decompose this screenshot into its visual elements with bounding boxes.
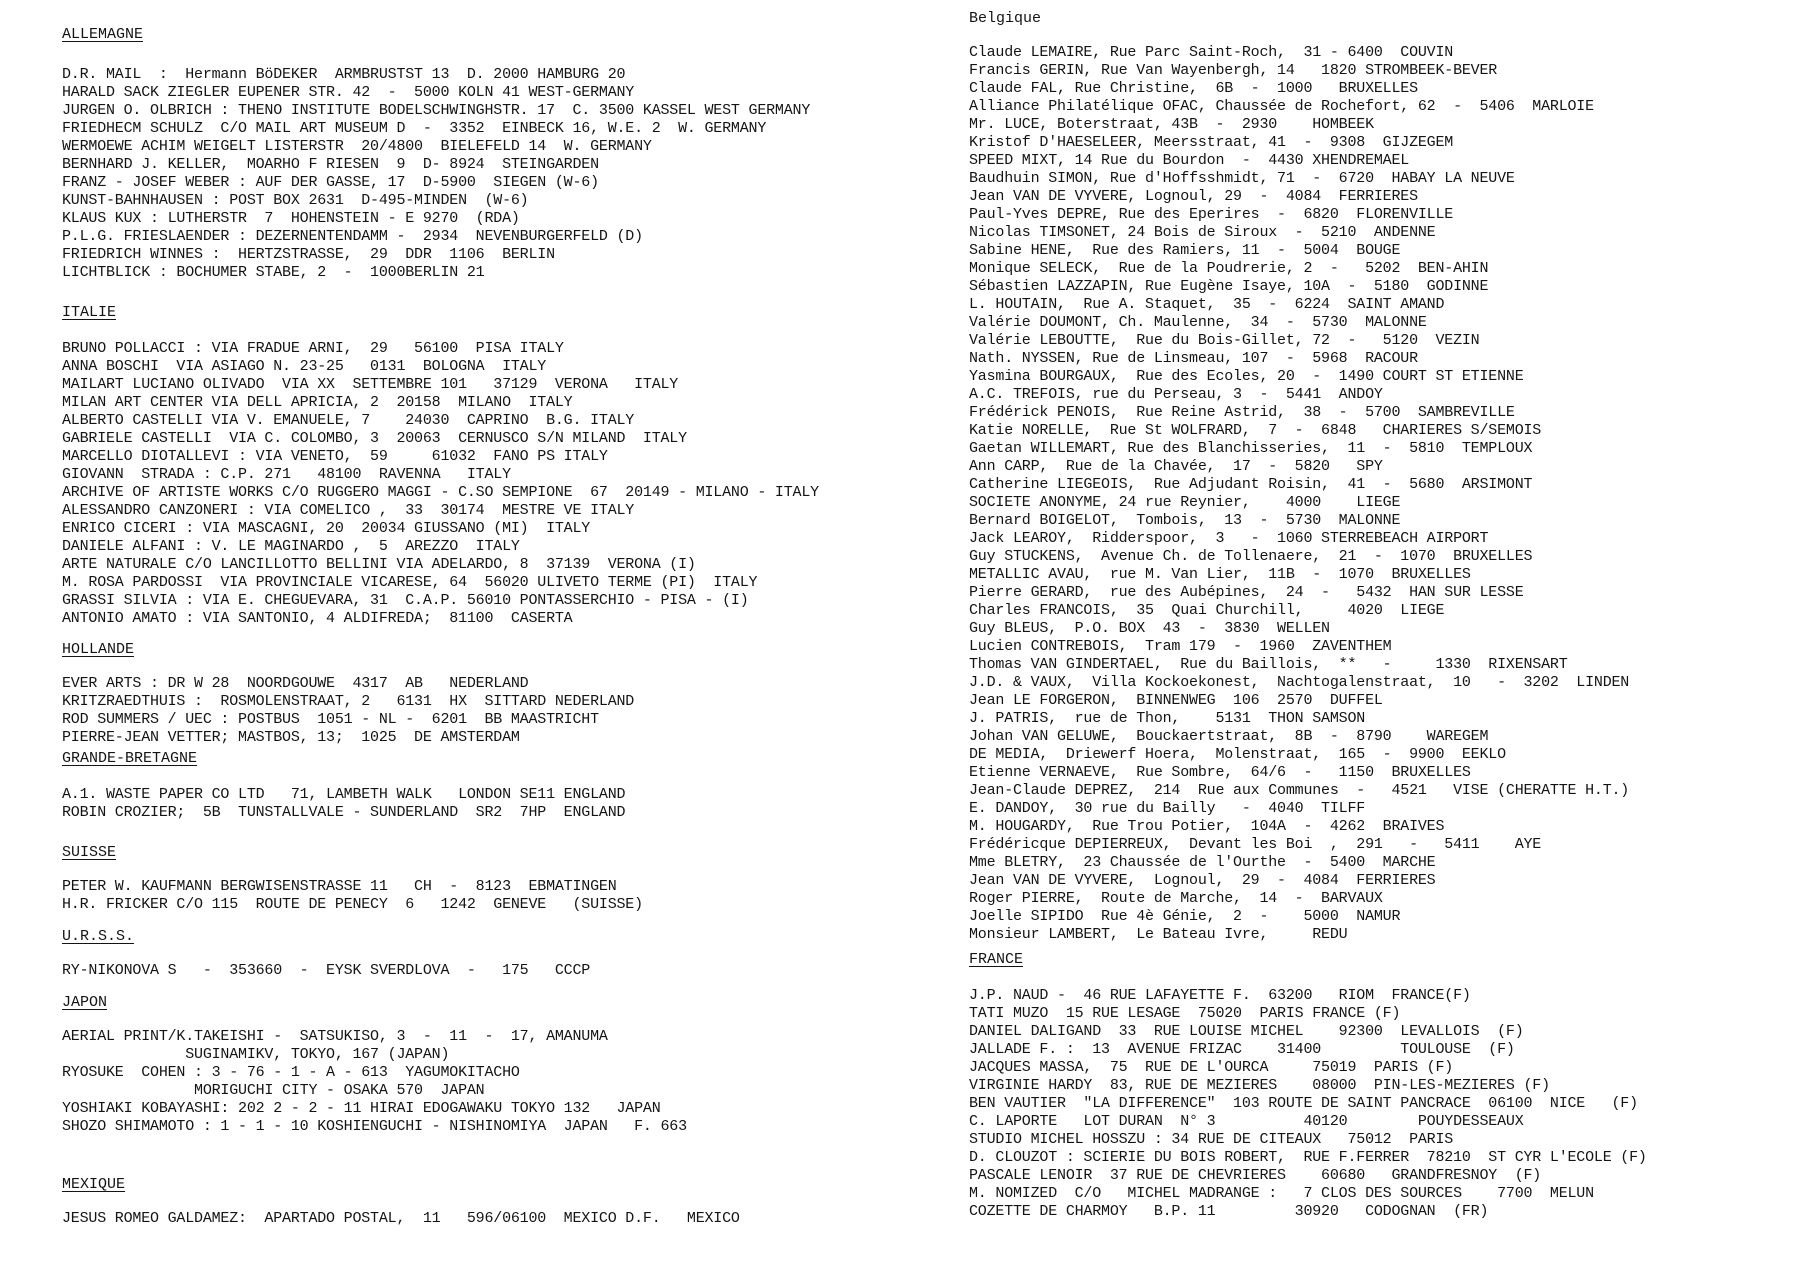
address-line: Johan VAN GELUWE, Bouckaertstraat, 8B - 8790 WAREGEM [969, 728, 1489, 745]
address-line: JURGEN O. OLBRICH : THENO INSTITUTE BODELSCHWINGHSTR. 17 C. 3500 KASSEL WEST GERMANY [62, 102, 811, 119]
address-line: Nicolas TIMSONET, 24 Bois de Siroux - 5210 ANDENNE [969, 224, 1436, 241]
address-line: M. HOUGARDY, Rue Trou Potier, 104A - 4262 BRAIVES [969, 818, 1445, 835]
address-line: Yasmina BOURGAUX, Rue des Ecoles, 20 - 1490 COURT ST ETIENNE [969, 368, 1524, 385]
address-line: PASCALE LENOIR 37 RUE DE CHEVRIERES 60680 GRANDFRESNOY (F) [969, 1167, 1542, 1184]
list-italie [62, 340, 922, 628]
address-line: Nath. NYSSEN, Rue de Linsmeau, 107 - 5968 RACOUR [969, 350, 1418, 367]
address-line: Joelle SIPIDO Rue 4è Génie, 2 - 5000 NAMUR [969, 908, 1401, 925]
address-line: Katie NORELLE, Rue St WOLFRARD, 7 - 6848 CHARIERES S/SEMOIS [969, 422, 1542, 439]
list-mexique [62, 1210, 922, 1228]
address-line: Gaetan WILLEMART, Rue des Blanchisseries, 11 - 5810 TEMPLOUX [969, 440, 1533, 457]
address-line: M. NOMIZED C/O MICHEL MADRANGE : 7 CLOS DES SOURCES 7700 MELUN [969, 1185, 1594, 1202]
section-france [969, 951, 1789, 1221]
heading-japon: JAPON [62, 994, 108, 1011]
list-grande-bretagne [62, 786, 922, 822]
address-line: Monique SELECK, Rue de la Poudrerie, 2 - 5202 BEN-AHIN [969, 260, 1489, 277]
address-line: Roger PIERRE, Route de Marche, 14 - BARVAUX [969, 890, 1383, 907]
address-line: DE MEDIA, Driewerf Hoera, Molenstraat, 165 - 9900 EEKLO [969, 746, 1506, 763]
section-belgique [969, 10, 1789, 944]
address-line: KRITZRAEDTHUIS : ROSMOLENSTRAAT, 2 6131 HX SITTARD NEDERLAND [62, 693, 635, 710]
address-line: BERNHARD J. KELLER, MOARHO F RIESEN 9 D- 8924 STEINGARDEN [62, 156, 599, 173]
address-line: SHOZO SHIMAMOTO : 1 - 1 - 10 KOSHIENGUCHI - NISHINOMIYA JAPAN F. 663 [62, 1118, 687, 1135]
address-line: JESUS ROMEO GALDAMEZ: APARTADO POSTAL, 11 596/06100 MEXICO D.F. MEXICO [62, 1210, 740, 1227]
address-line: C. LAPORTE LOT DURAN N° 3 40120 POUYDESSEAUX [969, 1113, 1524, 1130]
heading-grande-bretagne: GRANDE-BRETAGNE [62, 750, 198, 767]
address-line: ARTE NATURALE C/O LANCILLOTTO BELLINI VIA ADELARDO, 8 37139 VERONA (I) [62, 556, 696, 573]
section-suisse [62, 844, 922, 914]
address-line: Jean LE FORGERON, BINNENWEG 106 2570 DUFFEL [969, 692, 1383, 709]
address-line: Sébastien LAZZAPIN, Rue Eugène Isaye, 10A - 5180 GODINNE [969, 278, 1489, 295]
address-line: J. PATRIS, rue de Thon, 5131 THON SAMSON [969, 710, 1366, 727]
section-mexique [62, 1176, 922, 1228]
address-line: Guy STUCKENS, Avenue Ch. de Tollenaere, 21 - 1070 BRUXELLES [969, 548, 1533, 565]
address-line: BRUNO POLLACCI : VIA FRADUE ARNI, 29 56100 PISA ITALY [62, 340, 564, 357]
address-line: DANIELE ALFANI : V. LE MAGINARDO , 5 AREZZO ITALY [62, 538, 520, 555]
heading-france: FRANCE [969, 951, 1024, 968]
address-line: Frédérick PENOIS, Rue Reine Astrid, 38 - 5700 SAMBREVILLE [969, 404, 1515, 421]
address-line: GIOVANN STRADA : C.P. 271 48100 RAVENNA ITALY [62, 466, 511, 483]
address-line: VIRGINIE HARDY 83, RUE DE MEZIERES 08000 PIN-LES-MEZIERES (F) [969, 1077, 1550, 1094]
address-line: Claude FAL, Rue Christine, 6B - 1000 BRUXELLES [969, 80, 1418, 97]
heading-suisse: SUISSE [62, 844, 117, 861]
address-line: MILAN ART CENTER VIA DELL APRICIA, 2 20158 MILANO ITALY [62, 394, 573, 411]
address-line: STUDIO MICHEL HOSSZU : 34 RUE DE CITEAUX 75012 PARIS [969, 1131, 1454, 1148]
list-hollande [62, 675, 922, 747]
address-line: Pierre GERARD, rue des Aubépines, 24 - 5432 HAN SUR LESSE [969, 584, 1524, 601]
address-line: AERIAL PRINT/K.TAKEISHI - SATSUKISO, 3 - 11 - 17, AMANUMA [62, 1028, 608, 1045]
section-urss [62, 928, 922, 980]
address-line: Francis GERIN, Rue Van Wayenbergh, 14 1820 STROMBEEK-BEVER [969, 62, 1498, 79]
address-line: EVER ARTS : DR W 28 NOORDGOUWE 4317 AB NEDERLAND [62, 675, 529, 692]
address-line: ARCHIVE OF ARTISTE WORKS C/O RUGGERO MAGGI - C.SO SEMPIONE 67 20149 - MILANO - ITALY [62, 484, 819, 501]
list-france [969, 987, 1789, 1221]
address-line: JALLADE F. : 13 AVENUE FRIZAC 31400 TOULOUSE (F) [969, 1041, 1515, 1058]
address-line: Jean VAN DE VYVERE, Lognoul, 29 - 4084 FERRIERES [969, 188, 1418, 205]
address-line: HARALD SACK ZIEGLER EUPENER STR. 42 - 5000 KOLN 41 WEST-GERMANY [62, 84, 635, 101]
address-line: FRANZ - JOSEF WEBER : AUF DER GASSE, 17 D-5900 SIEGEN (W-6) [62, 174, 599, 191]
list-urss [62, 962, 922, 980]
address-line: A.C. TREFOIS, rue du Perseau, 3 - 5441 ANDOY [969, 386, 1383, 403]
address-line: ENRICO CICERI : VIA MASCAGNI, 20 20034 GIUSSANO (MI) ITALY [62, 520, 591, 537]
address-line: Kristof D'HAESELEER, Meersstraat, 41 - 9308 GIJZEGEM [969, 134, 1454, 151]
address-line: MORIGUCHI CITY - OSAKA 570 JAPAN [62, 1082, 485, 1099]
heading-hollande: HOLLANDE [62, 641, 135, 658]
address-line: Jack LEAROY, Ridderspoor, 3 - 1060 STERREBEACH AIRPORT [969, 530, 1489, 547]
address-line: BEN VAUTIER "LA DIFFERENCE" 103 ROUTE DE SAINT PANCRACE 06100 NICE (F) [969, 1095, 1638, 1112]
address-line: METALLIC AVAU, rue M. Van Lier, 11B - 1070 BRUXELLES [969, 566, 1471, 583]
address-line: E. DANDOY, 30 rue du Bailly - 4040 TILFF [969, 800, 1366, 817]
address-line: J.P. NAUD - 46 RUE LAFAYETTE F. 63200 RIOM FRANCE(F) [969, 987, 1471, 1004]
address-line: Catherine LIEGEOIS, Rue Adjudant Roisin, 41 - 5680 ARSIMONT [969, 476, 1533, 493]
address-line: Valérie DOUMONT, Ch. Maulenne, 34 - 5730 MALONNE [969, 314, 1427, 331]
address-line: J.D. & VAUX, Villa Kockoekonest, Nachtogalenstraat, 10 - 3202 LINDEN [969, 674, 1630, 691]
address-line: Sabine HENE, Rue des Ramiers, 11 - 5004 BOUGE [969, 242, 1401, 259]
heading-allemagne: ALLEMAGNE [62, 26, 144, 43]
address-line: M. ROSA PARDOSSI VIA PROVINCIALE VICARESE, 64 56020 ULIVETO TERME (PI) ITALY [62, 574, 758, 591]
address-line: ANNA BOSCHI VIA ASIAGO N. 23-25 0131 BOLOGNA ITALY [62, 358, 547, 375]
address-line: GRASSI SILVIA : VIA E. CHEGUEVARA, 31 C.A.P. 56010 PONTASSERCHIO - PISA - (I) [62, 592, 749, 609]
section-italie [62, 304, 922, 628]
list-japon [62, 1028, 922, 1136]
list-suisse [62, 878, 922, 914]
address-line: D. CLOUZOT : SCIERIE DU BOIS ROBERT, RUE F.FERRER 78210 ST CYR L'ECOLE (F) [969, 1149, 1647, 1166]
address-line: ROBIN CROZIER; 5B TUNSTALLVALE - SUNDERLAND SR2 7HP ENGLAND [62, 804, 626, 821]
address-line: Jean-Claude DEPREZ, 214 Rue aux Communes - 4521 VISE (CHERATTE H.T.) [969, 782, 1630, 799]
address-line: Etienne VERNAEVE, Rue Sombre, 64/6 - 1150 BRUXELLES [969, 764, 1471, 781]
address-line: Ann CARP, Rue de la Chavée, 17 - 5820 SPY [969, 458, 1383, 475]
address-line: SOCIETE ANONYME, 24 rue Reynier, 4000 LIEGE [969, 494, 1401, 511]
address-line: Jean VAN DE VYVERE, Lognoul, 29 - 4084 FERRIERES [969, 872, 1436, 889]
heading-italie: ITALIE [62, 304, 117, 321]
address-line: RY-NIKONOVA S - 353660 - EYSK SVERDLOVA - 175 CCCP [62, 962, 591, 979]
address-line: JACQUES MASSA, 75 RUE DE L'OURCA 75019 PARIS (F) [969, 1059, 1454, 1076]
address-line: MAILART LUCIANO OLIVADO VIA XX SETTEMBRE 101 37129 VERONA ITALY [62, 376, 679, 393]
address-line: P.L.G. FRIESLAENDER : DEZERNENTENDAMM - 2934 NEVENBURGERFELD (D) [62, 228, 643, 245]
heading-belgique: Belgique [969, 10, 1042, 27]
section-japon [62, 994, 922, 1136]
address-line: FRIEDHECM SCHULZ C/O MAIL ART MUSEUM D - 3352 EINBECK 16, W.E. 2 W. GERMANY [62, 120, 767, 137]
address-line: DANIEL DALIGAND 33 RUE LOUISE MICHEL 92300 LEVALLOIS (F) [969, 1023, 1524, 1040]
address-line: Charles FRANCOIS, 35 Quai Churchill, 4020 LIEGE [969, 602, 1445, 619]
address-line: KUNST-BAHNHAUSEN : POST BOX 2631 D-495-MINDEN (W-6) [62, 192, 529, 209]
address-line: H.R. FRICKER C/O 115 ROUTE DE PENECY 6 1242 GENEVE (SUISSE) [62, 896, 643, 913]
address-line: A.1. WASTE PAPER CO LTD 71, LAMBETH WALK LONDON SE11 ENGLAND [62, 786, 626, 803]
address-line: SPEED MIXT, 14 Rue du Bourdon - 4430 XHENDREMAEL [969, 152, 1410, 169]
address-line: LICHTBLICK : BOCHUMER STABE, 2 - 1000BERLIN 21 [62, 264, 485, 281]
section-hollande [62, 641, 922, 747]
address-line: Monsieur LAMBERT, Le Bateau Ivre, REDU [969, 926, 1348, 943]
list-belgique [969, 44, 1789, 944]
address-line: ALESSANDRO CANZONERI : VIA COMELICO , 33 30174 MESTRE VE ITALY [62, 502, 635, 519]
address-line: Frédéricque DEPIERREUX, Devant les Boi , 291 - 5411 AYE [969, 836, 1542, 853]
address-line: D.R. MAIL : Hermann BöDEKER ARMBRUSTST 13 D. 2000 HAMBURG 20 [62, 66, 626, 83]
address-line: FRIEDRICH WINNES : HERTZSTRASSE, 29 DDR 1106 BERLIN [62, 246, 555, 263]
address-line: PIERRE-JEAN VETTER; MASTBOS, 13; 1025 DE AMSTERDAM [62, 729, 520, 746]
address-line: TATI MUZO 15 RUE LESAGE 75020 PARIS FRANCE (F) [969, 1005, 1401, 1022]
address-line: WERMOEWE ACHIM WEIGELT LISTERSTR 20/4800 BIELEFELD 14 W. GERMANY [62, 138, 652, 155]
address-line: YOSHIAKI KOBAYASHI: 202 2 - 2 - 11 HIRAI EDOGAWAKU TOKYO 132 JAPAN [62, 1100, 661, 1117]
address-line: Mme BLETRY, 23 Chaussée de l'Ourthe - 5400 MARCHE [969, 854, 1436, 871]
address-line: Thomas VAN GINDERTAEL, Rue du Baillois, ** - 1330 RIXENSART [969, 656, 1568, 673]
address-line: Mr. LUCE, Boterstraat, 43B - 2930 HOMBEEK [969, 116, 1374, 133]
address-line: SUGINAMIKV, TOKYO, 167 (JAPAN) [62, 1046, 450, 1063]
address-line: Paul-Yves DEPRE, Rue des Eperires - 6820 FLORENVILLE [969, 206, 1454, 223]
address-line: L. HOUTAIN, Rue A. Staquet, 35 - 6224 SAINT AMAND [969, 296, 1445, 313]
address-line: COZETTE DE CHARMOY B.P. 11 30920 CODOGNAN (FR) [969, 1203, 1489, 1220]
address-line: KLAUS KUX : LUTHERSTR 7 HOHENSTEIN - E 9270 (RDA) [62, 210, 520, 227]
section-grande-bretagne [62, 750, 922, 822]
heading-urss: U.R.S.S. [62, 928, 135, 945]
address-line: ANTONIO AMATO : VIA SANTONIO, 4 ALDIFREDA; 81100 CASERTA [62, 610, 573, 627]
address-line: GABRIELE CASTELLI VIA C. COLOMBO, 3 20063 CERNUSCO S/N MILAND ITALY [62, 430, 687, 447]
address-line: Bernard BOIGELOT, Tombois, 13 - 5730 MALONNE [969, 512, 1401, 529]
section-allemagne [62, 26, 922, 282]
address-line: MARCELLO DIOTALLEVI : VIA VENETO, 59 61032 FANO PS ITALY [62, 448, 608, 465]
address-line: ROD SUMMERS / UEC : POSTBUS 1051 - NL - 6201 BB MAASTRICHT [62, 711, 599, 728]
address-line: Lucien CONTREBOIS, Tram 179 - 1960 ZAVENTHEM [969, 638, 1392, 655]
address-line: Guy BLEUS, P.O. BOX 43 - 3830 WELLEN [969, 620, 1330, 637]
address-line: Claude LEMAIRE, Rue Parc Saint-Roch, 31 - 6400 COUVIN [969, 44, 1454, 61]
address-line: ALBERTO CASTELLI VIA V. EMANUELE, 7 24030 CAPRINO B.G. ITALY [62, 412, 635, 429]
address-line: RYOSUKE COHEN : 3 - 76 - 1 - A - 613 YAGUMOKITACHO [62, 1064, 520, 1081]
list-allemagne [62, 66, 922, 282]
heading-mexique: MEXIQUE [62, 1176, 126, 1193]
address-line: Baudhuin SIMON, Rue d'Hoffsshmidt, 71 - 6720 HABAY LA NEUVE [969, 170, 1515, 187]
address-line: PETER W. KAUFMANN BERGWISENSTRASSE 11 CH - 8123 EBMATINGEN [62, 878, 617, 895]
address-line: Alliance Philatélique OFAC, Chaussée de Rochefort, 62 - 5406 MARLOIE [969, 98, 1594, 115]
address-line: Valérie LEBOUTTE, Rue du Bois-Gillet, 72 - 5120 VEZIN [969, 332, 1480, 349]
